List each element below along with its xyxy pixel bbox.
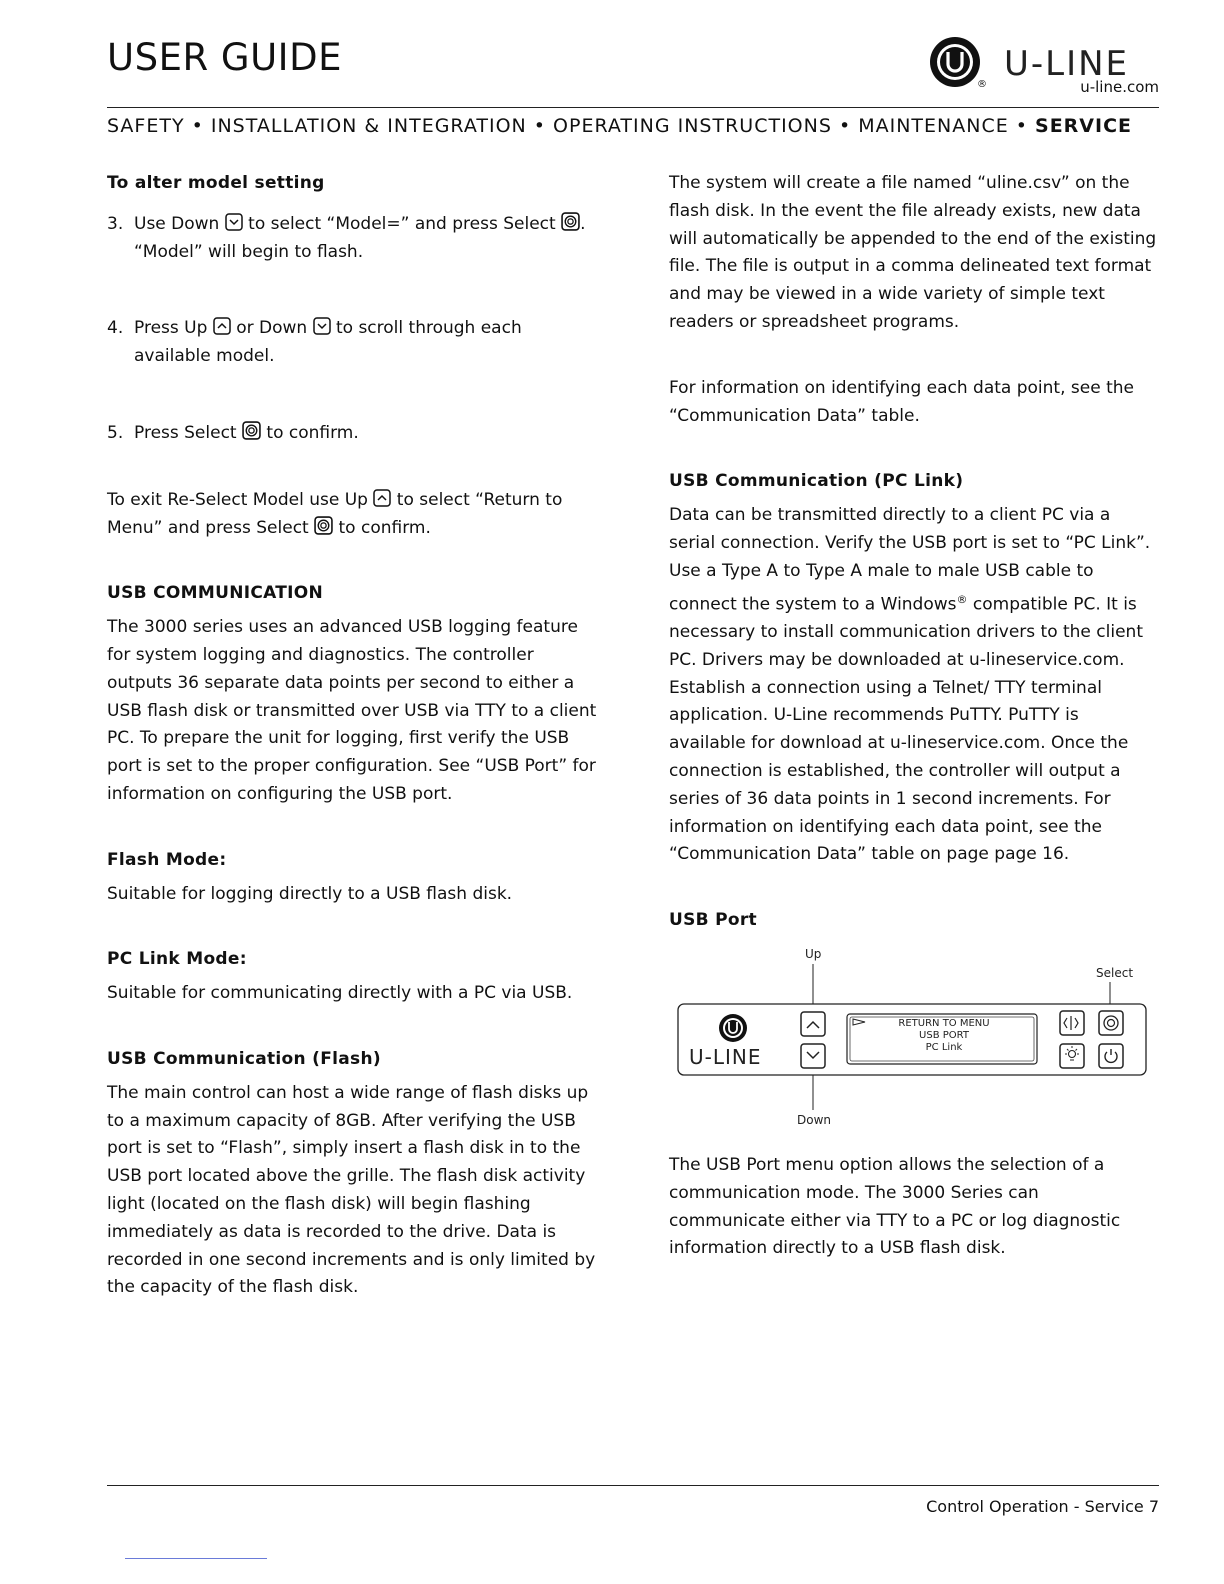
step-number: 4. [107, 318, 124, 339]
nav-separator: • [831, 115, 859, 137]
up-button-icon [213, 317, 231, 335]
usb-flash-body: The main control can host a wide range of flash disks up to a maximum capacity of 8GB. After verifying the USB port is set to “Flash”, simply insert a flash disk in to the USB port located above the grille. The flash disk activity light (located on the flash disk) will begin flashing immediately as data is recorded to the drive. Data is recorded in one second increments and is only limited by the capacity of the flash disk. [107, 1082, 596, 1298]
step-text: Press Up [134, 318, 208, 339]
data-point-info: For information on identifying each data point, see the “Communication Data” table. [669, 377, 1134, 426]
step-number: 5. [107, 422, 124, 443]
pc-link-mode-body: Suitable for communicating directly with a PC via USB. [107, 983, 573, 1004]
alter-model-heading: To alter model setting [107, 173, 325, 193]
step-text: Press Select [134, 422, 237, 443]
usb-pc-link-body [669, 502, 1159, 869]
flash-mode-body: Suitable for logging directly to a USB flash disk. [107, 883, 513, 904]
usb-flash-heading: USB Communication (Flash) [107, 1048, 381, 1069]
exit-text: to confirm. [338, 517, 431, 538]
nav-item-service-active: SERVICE [1035, 115, 1133, 137]
usb-port-heading: USB Port [669, 910, 757, 931]
control-panel-diagram [669, 940, 1159, 1135]
pc-link-text: Data can be transmitted directly to a client PC via a serial connection. Verify the USB port is set to “PC Link”. Use a Type A to Type A male to male USB cable to connect the system to a Windows [669, 505, 1151, 615]
step-text: . [580, 213, 586, 234]
step-text: or Down [236, 318, 308, 339]
page-footer: Control Operation - Service 7 [926, 1497, 1159, 1516]
select-button-icon [242, 421, 261, 440]
exit-text: to select “Return to [396, 489, 563, 510]
screen-line-3: PC Link [925, 1042, 963, 1053]
header-divider [107, 107, 1159, 108]
step-5 [107, 420, 597, 448]
panel-brand: U-LINE [689, 1045, 762, 1069]
usb-communication-heading: USB COMMUNICATION [107, 583, 324, 604]
panel-select-button [1099, 1011, 1123, 1035]
step-4 [107, 315, 597, 371]
nav-separator: • [1008, 115, 1036, 137]
nav-item-maintenance: MAINTENANCE [858, 115, 1009, 137]
select-button-icon [314, 516, 333, 535]
pc-link-text: compatible PC. It is necessary to install communication drivers to the client PC. Drivers may be downloaded at u-lineservice.com. Establish a connection using a Telnet/ TTY terminal application. U-Line recommends PuTTY. PuTTY is available for download at u-lineservice.com. Once the connection is established, the controller will output a series of 36 data points in 1 second increments. For information on identifying each data point, see the “Communication Data” table on page page 16. [669, 594, 1143, 865]
down-button-icon [313, 317, 331, 335]
screen-line-1: RETURN TO MENU [898, 1018, 990, 1029]
step-text: to scroll through each [335, 318, 522, 339]
label-select: Select [1096, 966, 1134, 980]
screen-line-2: USB PORT [919, 1030, 969, 1041]
registered-mark: ® [956, 592, 968, 606]
panel-light-button [1060, 1044, 1084, 1068]
footer-divider [107, 1485, 1159, 1486]
step-text: “Model” will begin to flash. [134, 241, 364, 262]
flash-mode-heading: Flash Mode: [107, 849, 227, 870]
label-up: Up [805, 947, 822, 961]
nav-item-installation: INSTALLATION & INTEGRATION [210, 115, 527, 137]
step-text: Use Down [134, 213, 220, 234]
nav-item-safety: SAFETY [107, 115, 185, 137]
page-title: USER GUIDE [107, 36, 342, 79]
panel-logo [719, 1014, 747, 1042]
usb-pc-link-heading: USB Communication (PC Link) [669, 471, 964, 492]
step-text: to confirm. [266, 422, 359, 443]
nav-separator: • [184, 115, 211, 137]
brand-wordmark: U-LINE [1004, 44, 1130, 84]
pc-link-mode-heading: PC Link Mode: [107, 949, 247, 970]
brand-url: u-line.com [1080, 78, 1159, 96]
panel-power-button [1099, 1044, 1123, 1068]
usb-port-body: The USB Port menu option allows the selection of a communication mode. The 3000 Series can communicate either via TTY to a PC or log diagnostic information directly to a USB flash disk. [669, 1154, 1121, 1259]
down-button-icon [225, 213, 243, 231]
step-text: available model. [134, 346, 275, 367]
up-button-icon [373, 489, 391, 507]
usb-communication-body: The 3000 series uses an advanced USB logging feature for system logging and diagnostics. The controller outputs 36 separate data points per second to either a USB flash disk or transmitted over USB via TTY to a client PC. To prepare the unit for logging, first verify the USB port is set to the proper configuration. See “USB Port” for information on configuring the USB port. [107, 617, 597, 804]
exit-text: To exit Re-Select Model use Up [107, 489, 368, 510]
select-button-icon [561, 212, 580, 231]
left-column [107, 170, 597, 1302]
panel-up-button [801, 1012, 825, 1036]
panel-down-button [801, 1044, 825, 1068]
panel-mode-button [1060, 1011, 1084, 1035]
step-number: 3. [107, 213, 124, 234]
step-text: to select “Model=” and press Select [248, 213, 556, 234]
step-3 [107, 211, 597, 267]
exit-text: Menu” and press Select [107, 517, 309, 538]
registered-mark: ® [977, 79, 987, 90]
nav-item-operating: OPERATING INSTRUCTIONS [553, 115, 832, 137]
label-down: Down [797, 1113, 832, 1127]
exit-instructions [107, 487, 597, 543]
nav-separator: • [526, 115, 554, 137]
breadcrumb-nav [107, 115, 1159, 137]
csv-file-body: The system will create a file named “uline.csv” on the flash disk. In the event the file already exists, new data will automatically be appended to the end of the existing file. The file is output in a comma delineated text format and may be viewed in a wide variety of simple text readers or spreadsheet programs. [669, 173, 1157, 332]
footer-link-underline [125, 1558, 267, 1559]
